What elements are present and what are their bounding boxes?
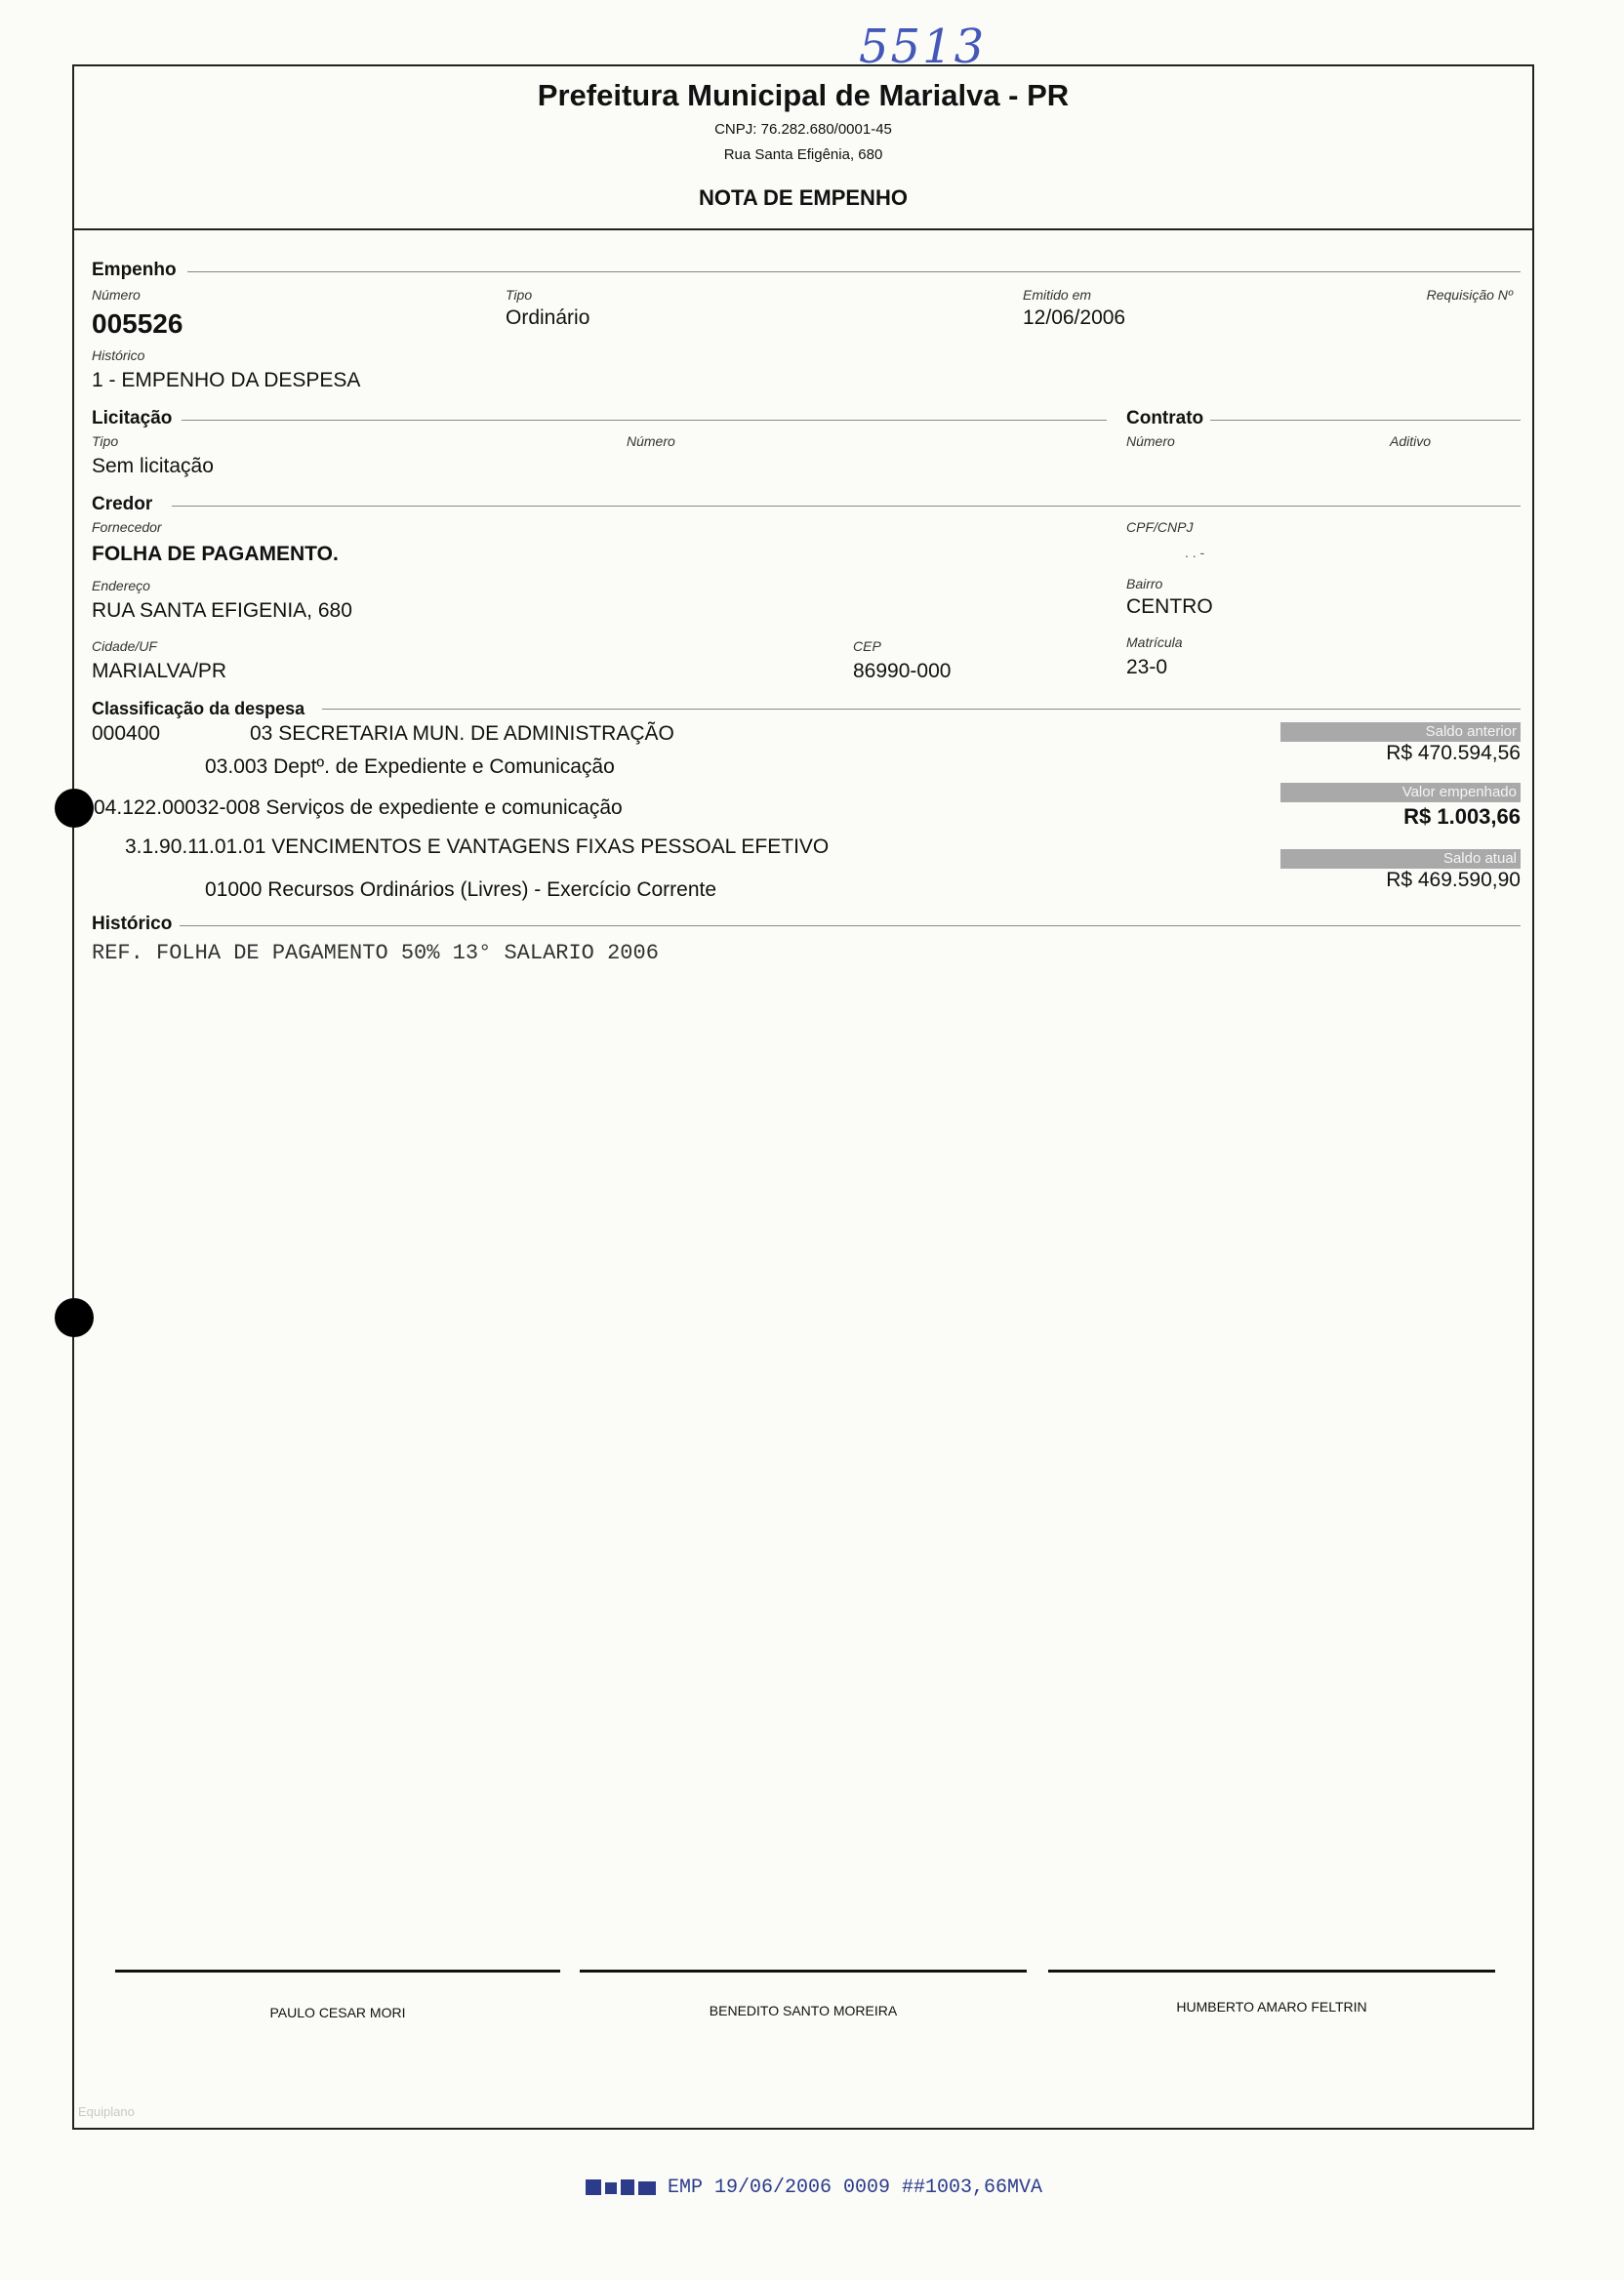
cnpj-line: CNPJ: 76.282.680/0001-45 xyxy=(714,121,892,138)
credor-fornecedor-label: Fornecedor xyxy=(92,519,162,535)
municipality-title: Prefeitura Municipal de Marialva - PR xyxy=(537,78,1070,112)
address-line: Rua Santa Efigênia, 680 xyxy=(723,146,883,163)
saldo-anterior-value: R$ 470.594,56 xyxy=(1386,742,1521,764)
classificacao-rule xyxy=(322,709,1521,710)
contrato-rule xyxy=(1210,420,1521,421)
classificacao-code: 000400 xyxy=(92,722,161,745)
credor-cidade-label: Cidade/UF xyxy=(92,638,157,654)
header-divider xyxy=(72,228,1534,230)
classificacao-line2: 03.003 Deptº. de Expediente e Comunicação xyxy=(205,755,615,778)
document-title: NOTA DE EMPENHO xyxy=(699,185,908,210)
valor-empenhado-value: R$ 1.003,66 xyxy=(1403,804,1521,829)
signature-line-1 xyxy=(115,1970,560,1973)
credor-matricula: 23-0 xyxy=(1126,656,1168,678)
empenho-numero-label: Número xyxy=(92,287,141,303)
credor-cep-label: CEP xyxy=(853,638,881,654)
classificacao-line4: 3.1.90.11.01.01 VENCIMENTOS E VANTAGENS FIXAS PESSOAL EFETIVO xyxy=(125,835,830,858)
punch-hole-bottom xyxy=(55,1298,94,1337)
stamp-logo-icon xyxy=(586,2177,656,2198)
protocol-stamp: EMP 19/06/2006 0009 ##1003,66MVA xyxy=(668,2177,1043,2199)
empenho-emitido-label: Emitido em xyxy=(1023,287,1092,303)
valor-empenhado-label: Valor empenhado xyxy=(1280,783,1521,802)
classificacao-line3: 04.122.00032-008 Serviços de expediente e comunicação xyxy=(94,796,623,819)
classificacao-line5: 01000 Recursos Ordinários (Livres) - Exercício Corrente xyxy=(205,878,717,901)
empenho-tipo: Ordinário xyxy=(506,306,590,329)
saldo-atual-label: Saldo atual xyxy=(1280,849,1521,869)
contrato-aditivo-label: Aditivo xyxy=(1390,433,1432,449)
empenho-section-title: Empenho xyxy=(92,260,177,280)
saldo-atual-value: R$ 469.590,90 xyxy=(1386,869,1521,891)
credor-cep: 86990-000 xyxy=(853,660,952,682)
classificacao-line1: 03 SECRETARIA MUN. DE ADMINISTRAÇÃO xyxy=(250,722,674,745)
empenho-numero: 005526 xyxy=(92,308,183,339)
saldo-anterior-label: Saldo anterior xyxy=(1280,722,1521,742)
empenho-tipo-label: Tipo xyxy=(506,287,533,303)
signature-name-2: BENEDITO SANTO MOREIRA xyxy=(709,2003,898,2018)
historico-section-title: Histórico xyxy=(92,914,173,934)
classificacao-section-title: Classificação da despesa xyxy=(92,699,305,718)
licitacao-tipo: Sem licitação xyxy=(92,455,214,477)
handwritten-number: 5513 xyxy=(859,20,987,74)
credor-rule xyxy=(172,506,1521,507)
empenho-requisicao-label: Requisição Nº xyxy=(1426,287,1513,303)
credor-section-title: Credor xyxy=(92,494,153,514)
signature-line-3 xyxy=(1048,1970,1495,1973)
credor-endereco: RUA SANTA EFIGENIA, 680 xyxy=(92,599,352,622)
empenho-historico-label: Histórico xyxy=(92,347,145,363)
credor-cpf: . . - xyxy=(1185,545,1205,560)
punch-hole-top xyxy=(55,789,94,828)
credor-endereco-label: Endereço xyxy=(92,578,150,593)
credor-fornecedor: FOLHA DE PAGAMENTO. xyxy=(92,543,339,565)
empenho-rule xyxy=(187,271,1521,272)
signature-name-3: HUMBERTO AMARO FELTRIN xyxy=(1176,1999,1367,2015)
signature-name-1: PAULO CESAR MORI xyxy=(269,2005,406,2020)
credor-bairro-label: Bairro xyxy=(1126,576,1163,591)
historico-rule xyxy=(180,925,1521,926)
licitacao-tipo-label: Tipo xyxy=(92,433,119,449)
signature-line-2 xyxy=(580,1970,1027,1973)
credor-cpf-label: CPF/CNPJ xyxy=(1126,519,1194,535)
footer-note: Equiplano xyxy=(78,2104,135,2119)
licitacao-section-title: Licitação xyxy=(92,408,173,428)
empenho-historico: 1 - EMPENHO DA DESPESA xyxy=(92,369,361,391)
historico-text: REF. FOLHA DE PAGAMENTO 50% 13° SALARIO 2006 xyxy=(92,941,659,965)
credor-bairro: CENTRO xyxy=(1126,595,1213,618)
credor-matricula-label: Matrícula xyxy=(1126,634,1183,650)
licitacao-rule xyxy=(182,420,1107,421)
contrato-section-title: Contrato xyxy=(1126,408,1204,428)
empenho-emitido: 12/06/2006 xyxy=(1023,306,1126,329)
credor-cidade: MARIALVA/PR xyxy=(92,660,227,682)
contrato-numero-label: Número xyxy=(1126,433,1175,449)
licitacao-numero-label: Número xyxy=(627,433,675,449)
